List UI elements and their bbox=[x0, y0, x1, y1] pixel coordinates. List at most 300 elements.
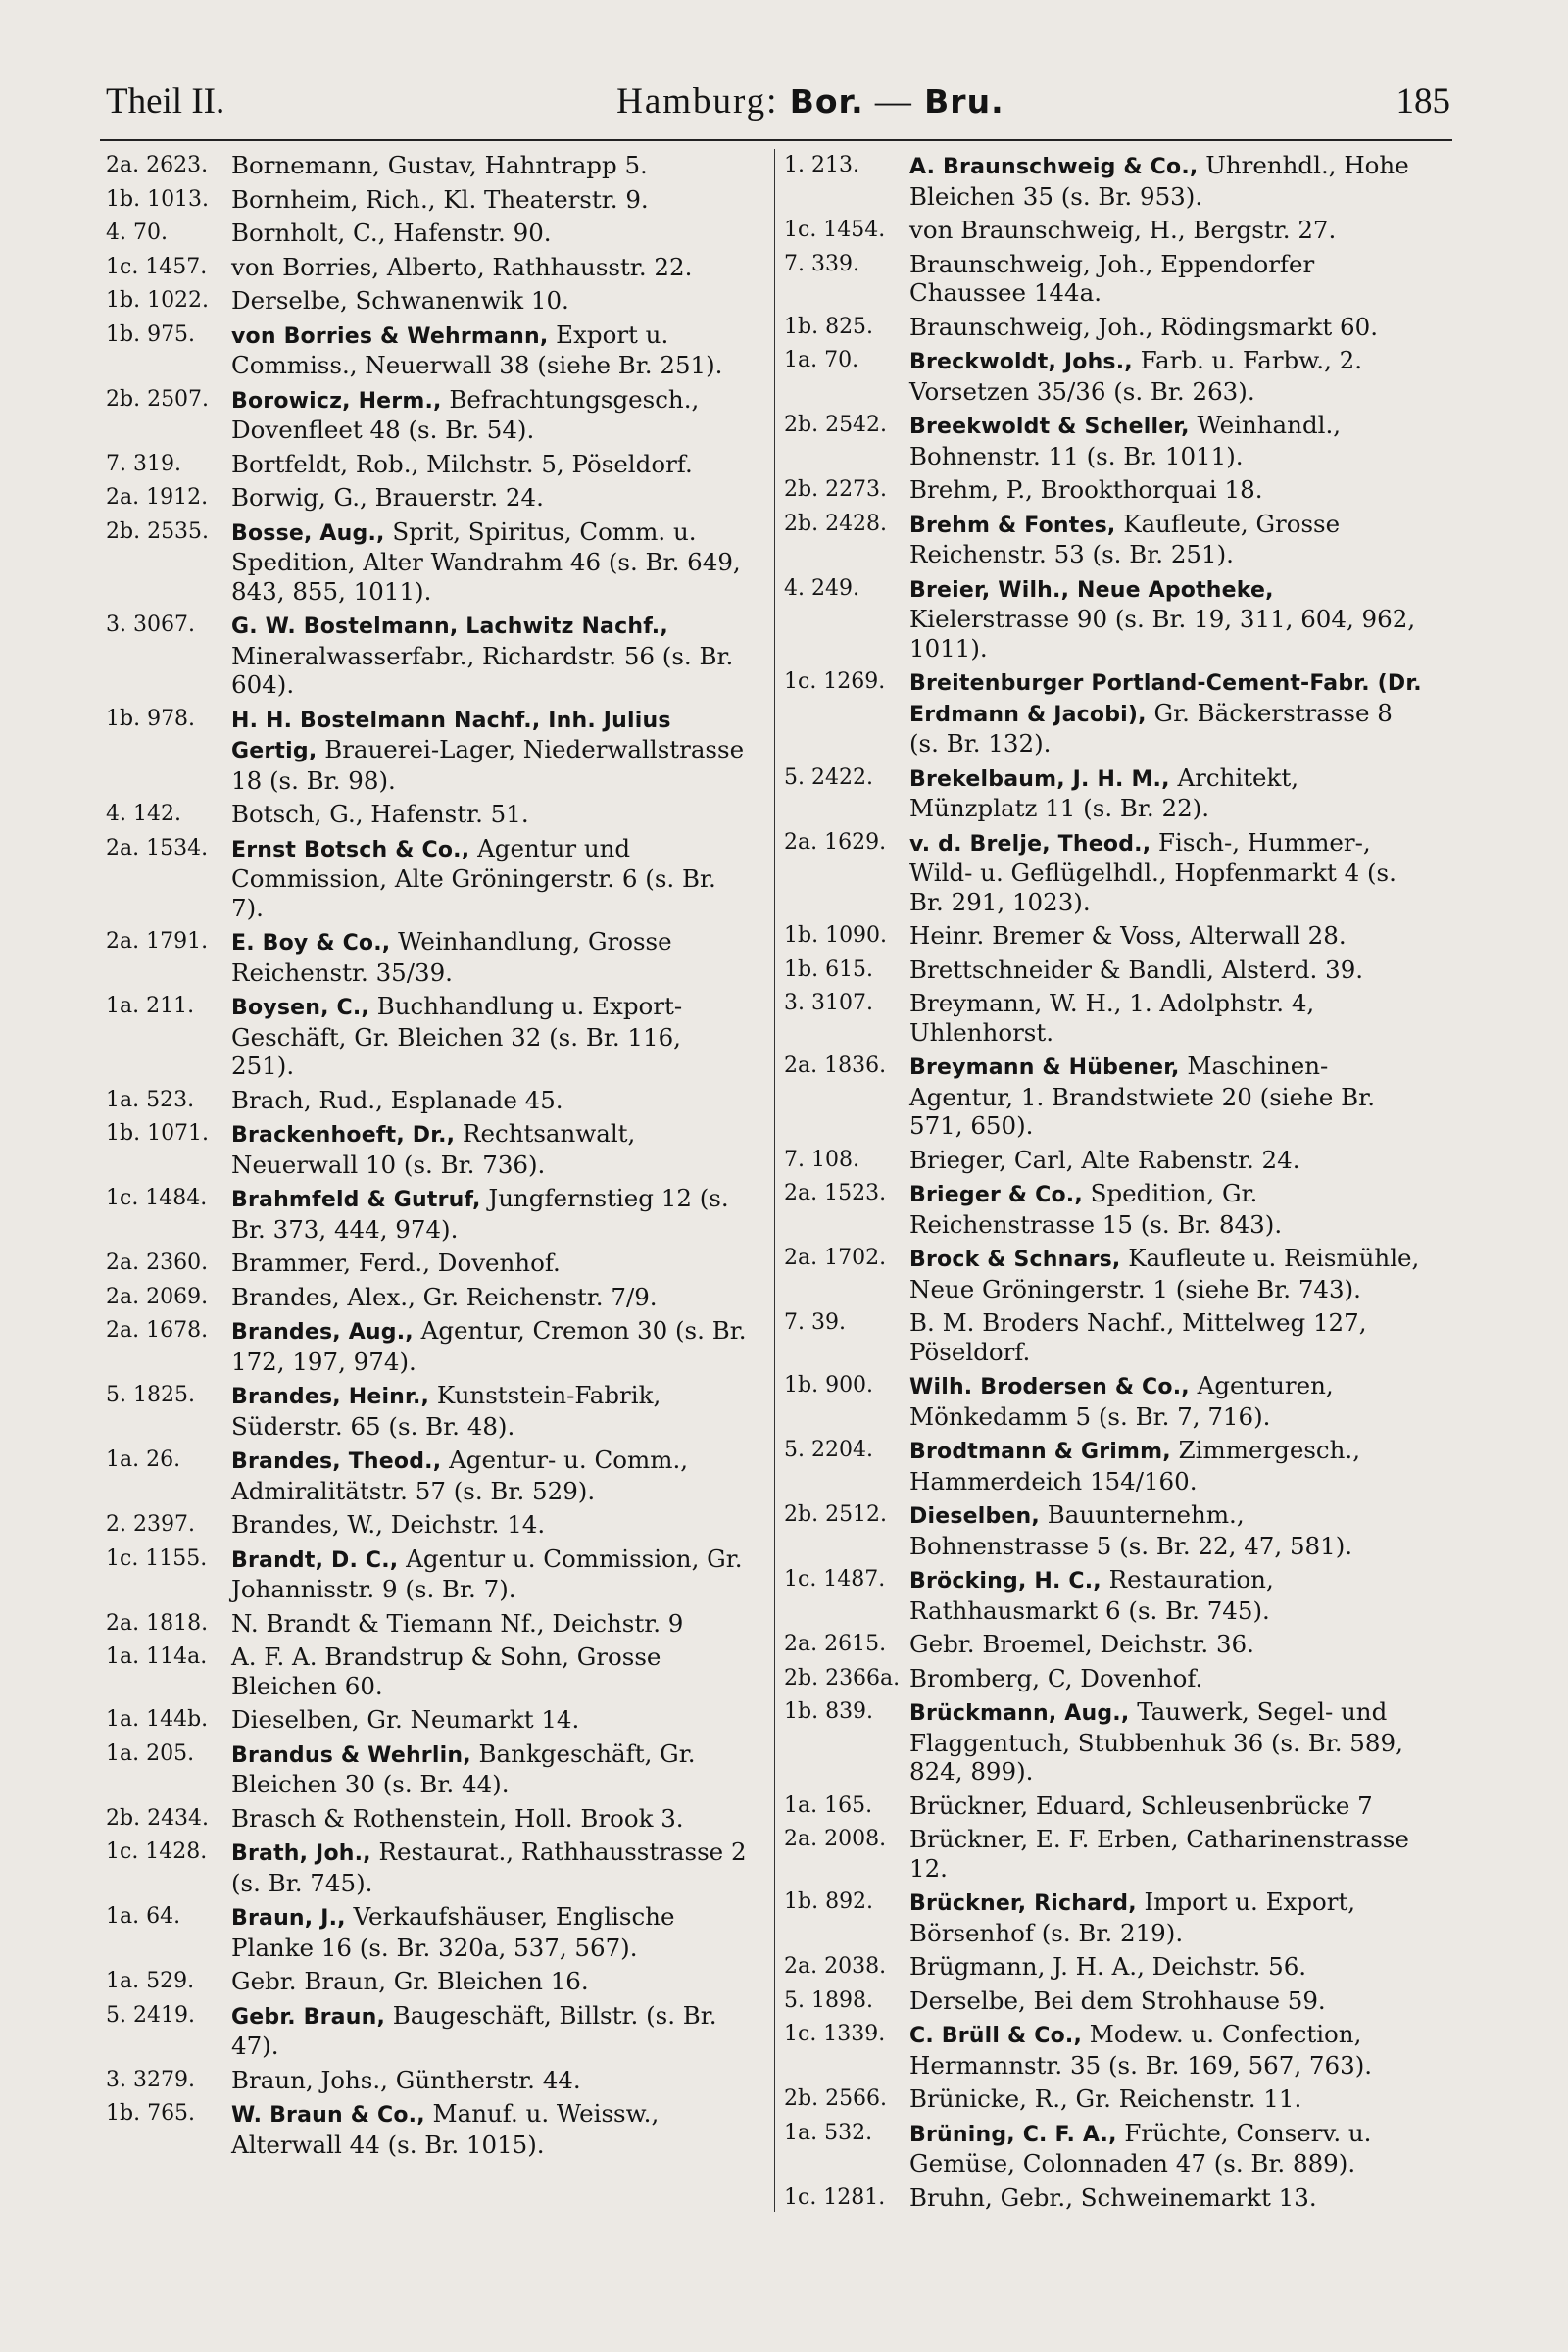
entry-details: Import u. Export, Börsenhof (s. Br. 219). bbox=[909, 1887, 1356, 1947]
entry-text bbox=[231, 183, 748, 215]
entry-text bbox=[909, 1306, 1426, 1366]
directory-entry bbox=[784, 473, 1426, 505]
entry-firm-name: Bosse, Aug., bbox=[231, 520, 385, 546]
entry-text bbox=[231, 1314, 748, 1376]
entry-details: Bornheim, Rich., Kl. Theaterstr. 9. bbox=[231, 184, 649, 214]
entry-code: 1b. 825. bbox=[784, 314, 874, 339]
entry-details: Rechtsanwalt, Neuerwall 10 (s. Br. 736). bbox=[231, 1119, 636, 1179]
entry-code: 1. 213. bbox=[784, 153, 859, 177]
entry-code: 1a. 532. bbox=[784, 2120, 873, 2145]
entry-text bbox=[231, 1999, 748, 2061]
entry-details: Früchte, Conserv. u. Gemüse, Colonnaden 47 (s. Br. 889). bbox=[909, 2118, 1372, 2178]
entry-details: Bornholt, C., Hafenstr. 90. bbox=[231, 219, 552, 247]
entry-code: 2a. 1818. bbox=[106, 1610, 209, 1636]
entry-code: 7. 339. bbox=[784, 251, 859, 276]
entry-code: 3. 3107. bbox=[784, 991, 873, 1015]
entry-details: Agentur, Cremon 30 (s. Br. 172, 197, 974). bbox=[231, 1316, 747, 1376]
entry-text bbox=[909, 2181, 1426, 2213]
entry-details: Brehm, P., Brookthorquai 18. bbox=[909, 475, 1263, 504]
directory-entry bbox=[784, 1662, 1426, 1693]
entry-details: Brieger, Carl, Alte Rabenstr. 24. bbox=[909, 1145, 1300, 1174]
entry-code: 2a. 1791. bbox=[106, 929, 209, 954]
entry-text bbox=[231, 1379, 748, 1441]
entry-details: Mineralwasserfabr., Richardstr. 56 (s. Br. 604). bbox=[231, 641, 734, 699]
entry-code: 2a. 2615. bbox=[784, 1632, 887, 1656]
directory-entry bbox=[106, 1802, 748, 1834]
entry-details: Modew. u. Confection, Hermannstr. 35 (s. Br. 169, 567, 763). bbox=[909, 2020, 1373, 2080]
directory-entry bbox=[784, 1306, 1426, 1366]
entry-details: Bromberg, C, Dovenhof. bbox=[909, 1663, 1203, 1692]
entry-firm-name: Bröcking, H. C., bbox=[909, 1569, 1102, 1593]
entry-code: 2a. 1534. bbox=[106, 835, 209, 860]
right-column bbox=[784, 149, 1426, 2215]
entry-firm-name: von Borries & Wehrmann, bbox=[231, 323, 549, 349]
entry-code: 2a. 1702. bbox=[784, 1246, 887, 1270]
entry-firm-name: Brandt, D. C., bbox=[231, 1547, 399, 1573]
entry-text bbox=[909, 248, 1426, 308]
entry-details: Dieselben, Gr. Neumarkt 14. bbox=[231, 1705, 580, 1734]
part-label: Theil II. bbox=[106, 81, 225, 122]
entry-details: Bortfeldt, Rob., Milchstr. 5, Pöseldorf. bbox=[231, 449, 693, 478]
entry-code: 2b. 2428. bbox=[784, 511, 888, 536]
entry-text bbox=[909, 214, 1426, 245]
directory-entry bbox=[106, 1117, 748, 1179]
entry-code: 2b. 2512. bbox=[784, 1502, 888, 1527]
entry-text bbox=[909, 1050, 1426, 1141]
entry-text bbox=[909, 1823, 1426, 1883]
entry-text bbox=[231, 1281, 748, 1312]
entry-code: 1b. 892. bbox=[784, 1889, 874, 1914]
entry-text bbox=[909, 473, 1426, 505]
directory-entry bbox=[106, 1965, 748, 1996]
entry-text bbox=[231, 1084, 748, 1115]
entry-details: Fisch-, Hummer-, Wild- u. Geflügelhdl., Hopfenmarkt 4 (s. Br. 291, 1023). bbox=[909, 827, 1396, 916]
entry-code: 1c. 1281. bbox=[784, 2184, 886, 2210]
entry-details: Brauerei-Lager, Niederwallstrasse 18 (s. Br. 98). bbox=[231, 735, 745, 795]
entry-details: Weinhandl., Bohnenstr. 11 (s. Br. 1011). bbox=[909, 411, 1342, 470]
entry-text bbox=[231, 1607, 748, 1639]
entry-details: Jungfernstieg 12 (s. Br. 373, 444, 974). bbox=[231, 1184, 729, 1244]
entry-code: 1b. 975. bbox=[106, 321, 196, 347]
entry-code: 1a. 205. bbox=[106, 1740, 195, 1766]
entry-details: Verkaufshäuser, Englische Planke 16 (s. Br. 320a, 537, 567). bbox=[231, 1902, 675, 1962]
entry-code: 7. 319. bbox=[106, 451, 181, 476]
entry-details: Brückner, Eduard, Schleusenbrücke 7 bbox=[909, 1790, 1373, 1820]
entry-firm-name: Brock & Schnars, bbox=[909, 1248, 1121, 1272]
entry-details: Bruhn, Gebr., Schweinemarkt 13. bbox=[909, 2182, 1317, 2212]
entry-firm-name: Brehm & Fontes, bbox=[909, 513, 1116, 538]
entry-code: 1a. 26. bbox=[106, 1447, 181, 1472]
directory-entry bbox=[106, 798, 748, 829]
entry-firm-name: Brandus & Wehrlin, bbox=[231, 1742, 471, 1768]
entry-text bbox=[909, 409, 1426, 470]
directory-entry bbox=[106, 1703, 748, 1735]
entry-text bbox=[231, 1836, 748, 1897]
entry-firm-name: C. Brüll & Co., bbox=[909, 2024, 1083, 2048]
entry-code: 1a. 64. bbox=[106, 1904, 181, 1929]
column-divider bbox=[774, 149, 775, 2212]
entry-code: 2b. 2566. bbox=[784, 2086, 888, 2111]
entry-text bbox=[231, 515, 748, 607]
entry-code: 2a. 1678. bbox=[106, 1318, 209, 1343]
directory-entry bbox=[784, 214, 1426, 245]
directory-entry bbox=[106, 2064, 748, 2095]
entry-details: Bankgeschäft, Gr. Bleichen 30 (s. Br. 44). bbox=[231, 1739, 696, 1798]
entry-text bbox=[231, 284, 748, 316]
entry-text bbox=[231, 2097, 748, 2159]
entry-text bbox=[231, 1444, 748, 1505]
entry-details: Weinhandlung, Grosse Reichenstr. 35/39. bbox=[231, 927, 672, 987]
entry-text bbox=[231, 798, 748, 829]
directory-entry bbox=[106, 1999, 748, 2061]
directory-entry bbox=[784, 508, 1426, 569]
entry-text bbox=[231, 1117, 748, 1179]
directory-entry bbox=[784, 2018, 1426, 2080]
directory-entry bbox=[106, 1738, 748, 1799]
city-label: Hamburg: bbox=[616, 81, 779, 122]
entry-details: Restaurat., Rathhausstrasse 2 (s. Br. 745). bbox=[231, 1838, 747, 1897]
entry-details: Brach, Rud., Esplanade 45. bbox=[231, 1085, 564, 1114]
range-dash: — bbox=[874, 81, 913, 122]
entry-text bbox=[909, 1369, 1426, 1431]
directory-entry bbox=[784, 1434, 1426, 1495]
entry-firm-name: W. Braun & Co., bbox=[231, 2103, 425, 2128]
entry-details: Heinr. Bremer & Voss, Alterwall 28. bbox=[909, 921, 1347, 950]
entry-code: 3. 3067. bbox=[106, 612, 195, 637]
entry-text bbox=[231, 2064, 748, 2095]
entry-text bbox=[909, 311, 1426, 342]
entry-firm-name: Brückner, Richard, bbox=[909, 1891, 1137, 1916]
directory-entry bbox=[784, 2117, 1426, 2179]
entry-text bbox=[909, 572, 1426, 663]
directory-entry bbox=[106, 1379, 748, 1441]
entry-details: Gebr. Braun, Gr. Bleichen 16. bbox=[231, 1967, 589, 1995]
entry-details: Brandes, Alex., Gr. Reichenstr. 7/9. bbox=[231, 1282, 658, 1311]
directory-entry bbox=[784, 665, 1426, 759]
entry-details: Brügmann, J. H. A., Deichstr. 56. bbox=[909, 1952, 1307, 1981]
directory-entry bbox=[106, 1607, 748, 1639]
entry-code: 2b. 2434. bbox=[106, 1805, 210, 1831]
range-start: Bor. bbox=[789, 82, 864, 121]
entry-text bbox=[231, 1543, 748, 1604]
entry-firm-name: Borowicz, Herm., bbox=[231, 388, 442, 414]
entry-firm-name: Brüning, C. F. A., bbox=[909, 2122, 1117, 2147]
entry-code: 1b. 1090. bbox=[784, 923, 888, 948]
entry-text bbox=[909, 1886, 1426, 1947]
entry-details: Agenturen, Mönkedamm 5 (s. Br. 7, 716). bbox=[909, 1371, 1334, 1431]
entry-code: 4. 70. bbox=[106, 220, 168, 245]
entry-firm-name: Brahmfeld & Gutruf, bbox=[231, 1188, 481, 1212]
entry-code: 2a. 2069. bbox=[106, 1284, 209, 1309]
entry-details: Brünicke, R., Gr. Reichenstr. 11. bbox=[909, 2084, 1302, 2113]
directory-entry bbox=[106, 1281, 748, 1312]
entry-firm-name: Wilh. Brodersen & Co., bbox=[909, 1375, 1190, 1399]
entry-text bbox=[231, 383, 748, 445]
entry-code: 4. 142. bbox=[106, 802, 181, 826]
entry-code: 1b. 615. bbox=[784, 956, 874, 982]
entry-firm-name: Brandes, Theod., bbox=[231, 1449, 442, 1474]
entry-text bbox=[231, 1738, 748, 1799]
entry-code: 2. 2397. bbox=[106, 1512, 195, 1537]
entry-details: Kaufleute u. Reismühle, Neue Gröningerstr. 1 (siehe Br. 743). bbox=[909, 1244, 1420, 1303]
directory-entry bbox=[784, 1695, 1426, 1787]
entry-code: 4. 249. bbox=[784, 575, 859, 601]
entry-details: Borwig, G., Brauerstr. 24. bbox=[231, 483, 544, 512]
directory-entry bbox=[784, 248, 1426, 308]
entry-text bbox=[231, 832, 748, 923]
entry-details: Botsch, G., Hafenstr. 51. bbox=[231, 800, 529, 828]
directory-entry bbox=[784, 572, 1426, 663]
entry-code: 2b. 2273. bbox=[784, 477, 888, 502]
entry-code: 1c. 1269. bbox=[784, 669, 886, 694]
directory-entry bbox=[784, 1950, 1426, 1982]
directory-entry bbox=[784, 149, 1426, 211]
entry-code: 2a. 1836. bbox=[784, 1054, 887, 1078]
section-title bbox=[616, 80, 1004, 122]
entry-firm-name: G. W. Bostelmann, Lachwitz Nachf., bbox=[231, 614, 668, 639]
directory-entry bbox=[106, 515, 748, 607]
entry-text bbox=[231, 318, 748, 380]
range-end: Bru. bbox=[924, 82, 1004, 121]
entry-code: 1b. 978. bbox=[106, 706, 196, 731]
entry-firm-name: Brekelbaum, J. H. M., bbox=[909, 766, 1170, 792]
entry-text bbox=[909, 2117, 1426, 2179]
entry-firm-name: Brath, Joh., bbox=[231, 1841, 371, 1866]
entry-text bbox=[231, 1182, 748, 1244]
entry-details: Spedition, Gr. Reichenstrasse 15 (s. Br. 843). bbox=[909, 1179, 1283, 1239]
directory-entry bbox=[784, 1242, 1426, 1303]
entry-text bbox=[909, 344, 1426, 406]
directory-entry bbox=[106, 832, 748, 923]
entry-firm-name: Boysen, C., bbox=[231, 996, 369, 1020]
directory-entry bbox=[106, 448, 748, 479]
entry-details: Gr. Bäckerstrasse 8 (s. Br. 132). bbox=[909, 698, 1393, 758]
entry-details: Agentur und Commission, Alte Gröningerstr. 6 (s. Br. 7). bbox=[231, 833, 716, 922]
entry-details: Braun, Johs., Güntherstr. 44. bbox=[231, 2065, 581, 2094]
entry-text bbox=[909, 1789, 1426, 1821]
directory-entry bbox=[784, 954, 1426, 985]
directory-entry bbox=[784, 1050, 1426, 1141]
header-rule bbox=[100, 139, 1452, 141]
directory-entry bbox=[106, 149, 748, 180]
entry-text bbox=[909, 919, 1426, 951]
entry-code: 1b. 1013. bbox=[106, 186, 210, 212]
entry-details: Brasch & Rothenstein, Holl. Brook 3. bbox=[231, 1803, 684, 1833]
entry-details: Derselbe, Bei dem Strohhause 59. bbox=[909, 1985, 1326, 2015]
entry-details: Brammer, Ferd., Dovenhof. bbox=[231, 1249, 561, 1277]
entry-details: Gebr. Broemel, Deichstr. 36. bbox=[909, 1630, 1254, 1658]
entry-details: Brettschneider & Bandli, Alsterd. 39. bbox=[909, 955, 1364, 984]
directory-entry bbox=[106, 318, 748, 380]
entry-firm-name: Brückmann, Aug., bbox=[909, 1701, 1130, 1726]
entry-code: 2b. 2507. bbox=[106, 386, 210, 412]
entry-details: B. M. Broders Nachf., Mittelweg 127, Pöseldorf. bbox=[909, 1308, 1367, 1366]
entry-details: Braunschweig, Joh., Eppendorfer Chaussee 144a. bbox=[909, 249, 1315, 307]
entry-code: 1b. 839. bbox=[784, 1699, 874, 1724]
directory-entry bbox=[784, 1177, 1426, 1239]
entry-text bbox=[231, 217, 748, 248]
directory-entry bbox=[106, 284, 748, 316]
directory-entry bbox=[106, 925, 748, 987]
entry-code: 1c. 1428. bbox=[106, 1839, 208, 1864]
directory-entry bbox=[106, 703, 748, 796]
directory-entry bbox=[106, 1641, 748, 1700]
entry-firm-name: Brandes, Aug., bbox=[231, 1320, 414, 1345]
entry-details: Sprit, Spiritus, Comm. u. Spedition, Alter Wandrahm 46 (s. Br. 649, 843, 855, 1011). bbox=[231, 516, 741, 606]
entry-code: 2a. 2623. bbox=[106, 153, 209, 177]
entry-details: Architekt, Münzplatz 11 (s. Br. 22). bbox=[909, 762, 1299, 822]
entry-details: Agentur- u. Comm., Admiralitätstr. 57 (s. Br. 529). bbox=[231, 1446, 689, 1505]
entry-code: 5. 2419. bbox=[106, 2002, 195, 2028]
entry-details: Bauunternehm., Bohnenstrasse 5 (s. Br. 22, 47, 581). bbox=[909, 1500, 1353, 1560]
entry-firm-name: Breitenburger Portland-Cement-Fabr. (Dr. Erdmann & Jacobi), bbox=[909, 671, 1422, 727]
entry-code: 1a. 144b. bbox=[106, 1707, 209, 1732]
entry-code: 7. 108. bbox=[784, 1147, 859, 1172]
directory-entry bbox=[106, 251, 748, 282]
entry-text bbox=[231, 1247, 748, 1278]
entry-details: Derselbe, Schwanenwik 10. bbox=[231, 286, 569, 315]
entry-code: 7. 39. bbox=[784, 1310, 846, 1335]
entry-text bbox=[909, 1628, 1426, 1659]
entry-details: Bornemann, Gustav, Hahntrapp 5. bbox=[231, 151, 648, 179]
entry-details: Manuf. u. Weissw., Alterwall 44 (s. Br. 1015). bbox=[231, 2099, 660, 2159]
entry-details: Export u. Commiss., Neuerwall 38 (siehe Br. 251). bbox=[231, 319, 723, 379]
directory-entry bbox=[106, 1900, 748, 1962]
directory-entry bbox=[784, 761, 1426, 823]
entry-text bbox=[231, 251, 748, 282]
entry-text bbox=[909, 1984, 1426, 2016]
entry-text bbox=[909, 1950, 1426, 1982]
entry-text bbox=[231, 1802, 748, 1834]
entry-details: Buchhandlung u. Export-Geschäft, Gr. Bleichen 32 (s. Br. 116, 251). bbox=[231, 992, 683, 1080]
entry-details: Kunststein-Fabrik, Süderstr. 65 (s. Br. 48). bbox=[231, 1381, 662, 1441]
entry-code: 1b. 1022. bbox=[106, 288, 210, 313]
entry-details: Brandes, W., Deichstr. 14. bbox=[231, 1510, 546, 1539]
entry-text bbox=[909, 954, 1426, 985]
entry-code: 1c. 1339. bbox=[784, 2022, 886, 2046]
directory-entry bbox=[106, 383, 748, 445]
entry-details: Brückner, E. F. Erben, Catharinenstrasse 12. bbox=[909, 1825, 1409, 1883]
page-number: 185 bbox=[1396, 81, 1450, 122]
directory-entry bbox=[106, 990, 748, 1081]
entry-code: 5. 2422. bbox=[784, 764, 873, 790]
directory-entry bbox=[784, 826, 1426, 917]
entry-code: 1b. 900. bbox=[784, 1373, 874, 1397]
directory-entry bbox=[784, 1886, 1426, 1947]
directory-entry bbox=[784, 987, 1426, 1047]
entry-text bbox=[909, 1242, 1426, 1303]
directory-entry bbox=[784, 344, 1426, 406]
entry-text bbox=[909, 508, 1426, 569]
entry-code: 1c. 1487. bbox=[784, 1567, 886, 1592]
directory-entry bbox=[784, 1628, 1426, 1659]
entry-text bbox=[231, 1703, 748, 1735]
directory-entry bbox=[106, 1182, 748, 1244]
entry-details: von Braunschweig, H., Bergstr. 27. bbox=[909, 216, 1337, 244]
entry-code: 2b. 2535. bbox=[106, 518, 210, 544]
entry-code: 1a. 523. bbox=[106, 1087, 195, 1112]
directory-entry bbox=[106, 1314, 748, 1376]
directory-entry bbox=[106, 1508, 748, 1540]
entry-text bbox=[231, 609, 748, 700]
entry-code: 1a. 211. bbox=[106, 994, 195, 1018]
entry-details: Farb. u. Farbw., 2. Vorsetzen 35/36 (s. Br. 263). bbox=[909, 346, 1363, 406]
entry-text bbox=[909, 665, 1426, 759]
entry-text bbox=[909, 1498, 1426, 1560]
entry-firm-name: Brieger & Co., bbox=[909, 1183, 1083, 1207]
directory-entry bbox=[106, 1543, 748, 1604]
entry-code: 1a. 70. bbox=[784, 348, 859, 372]
entry-details: Breymann, W. H., 1. Adolphstr. 4, Uhlenhorst. bbox=[909, 989, 1315, 1047]
entry-details: Kielerstrasse 90 (s. Br. 19, 311, 604, 962, 1011). bbox=[909, 605, 1416, 662]
entry-text bbox=[231, 703, 748, 796]
entry-code: 5. 2204. bbox=[784, 1438, 873, 1462]
entry-text bbox=[909, 1563, 1426, 1625]
entry-code: 1a. 165. bbox=[784, 1792, 873, 1818]
entry-firm-name: Breymann & Hübener, bbox=[909, 1055, 1180, 1080]
entry-code: 1c. 1155. bbox=[106, 1545, 208, 1571]
entry-details: Befrachtungsgesch., Dovenfleet 48 (s. Br. 54). bbox=[231, 384, 700, 444]
directory-entry bbox=[106, 217, 748, 248]
left-column bbox=[106, 149, 748, 2162]
directory-entry bbox=[106, 481, 748, 513]
directory-entry bbox=[106, 2097, 748, 2159]
entry-text bbox=[909, 1144, 1426, 1175]
entry-details: von Borries, Alberto, Rathhausstr. 22. bbox=[231, 252, 693, 281]
directory-entry bbox=[784, 1144, 1426, 1175]
directory-entry bbox=[784, 1823, 1426, 1883]
directory-entry bbox=[106, 1444, 748, 1505]
entry-code: 1c. 1484. bbox=[106, 1186, 208, 1210]
entry-text bbox=[909, 1695, 1426, 1787]
entry-text bbox=[909, 1177, 1426, 1239]
running-header bbox=[106, 80, 1450, 135]
entry-code: 2a. 2038. bbox=[784, 1954, 887, 1979]
entry-details: Zimmergesch., Hammerdeich 154/160. bbox=[909, 1436, 1361, 1495]
entry-code: 2a. 2008. bbox=[784, 1827, 887, 1851]
directory-entry bbox=[784, 919, 1426, 951]
entry-details: Baugeschäft, Billstr. (s. Br. 47). bbox=[231, 2000, 717, 2060]
entry-text bbox=[909, 987, 1426, 1047]
entry-code: 1c. 1457. bbox=[106, 254, 208, 279]
entry-text bbox=[909, 2018, 1426, 2080]
entry-code: 2a. 2360. bbox=[106, 1250, 209, 1275]
entry-text bbox=[909, 826, 1426, 917]
entry-text bbox=[909, 1434, 1426, 1495]
entry-firm-name: Breckwoldt, Johs., bbox=[909, 350, 1133, 374]
entry-firm-name: E. Boy & Co., bbox=[231, 931, 391, 956]
entry-text bbox=[231, 925, 748, 987]
entry-code: 2b. 2366a. bbox=[784, 1665, 901, 1690]
entry-firm-name: Ernst Botsch & Co., bbox=[231, 837, 470, 862]
entry-text bbox=[231, 1641, 748, 1700]
entry-code: 1a. 529. bbox=[106, 1969, 195, 1993]
entry-code: 2a. 1523. bbox=[784, 1181, 887, 1205]
entry-text bbox=[231, 149, 748, 180]
entry-details: Uhrenhdl., Hohe Bleichen 35 (s. Br. 953). bbox=[909, 151, 1409, 211]
entry-details: Kaufleute, Grosse Reichenstr. 53 (s. Br. 251). bbox=[909, 509, 1341, 568]
directory-entry bbox=[784, 1789, 1426, 1821]
entry-firm-name: Breekwoldt & Scheller, bbox=[909, 415, 1190, 439]
entry-code: 2a. 1912. bbox=[106, 485, 209, 510]
entry-firm-name: v. d. Brelje, Theod., bbox=[909, 831, 1152, 857]
entry-code: 5. 1825. bbox=[106, 1383, 195, 1407]
directory-entry bbox=[784, 1498, 1426, 1560]
directory-entry bbox=[784, 1563, 1426, 1625]
entry-firm-name: Dieselben, bbox=[909, 1504, 1040, 1529]
directory-entry bbox=[784, 2082, 1426, 2114]
entry-details: Braunschweig, Joh., Rödingsmarkt 60. bbox=[909, 312, 1378, 341]
